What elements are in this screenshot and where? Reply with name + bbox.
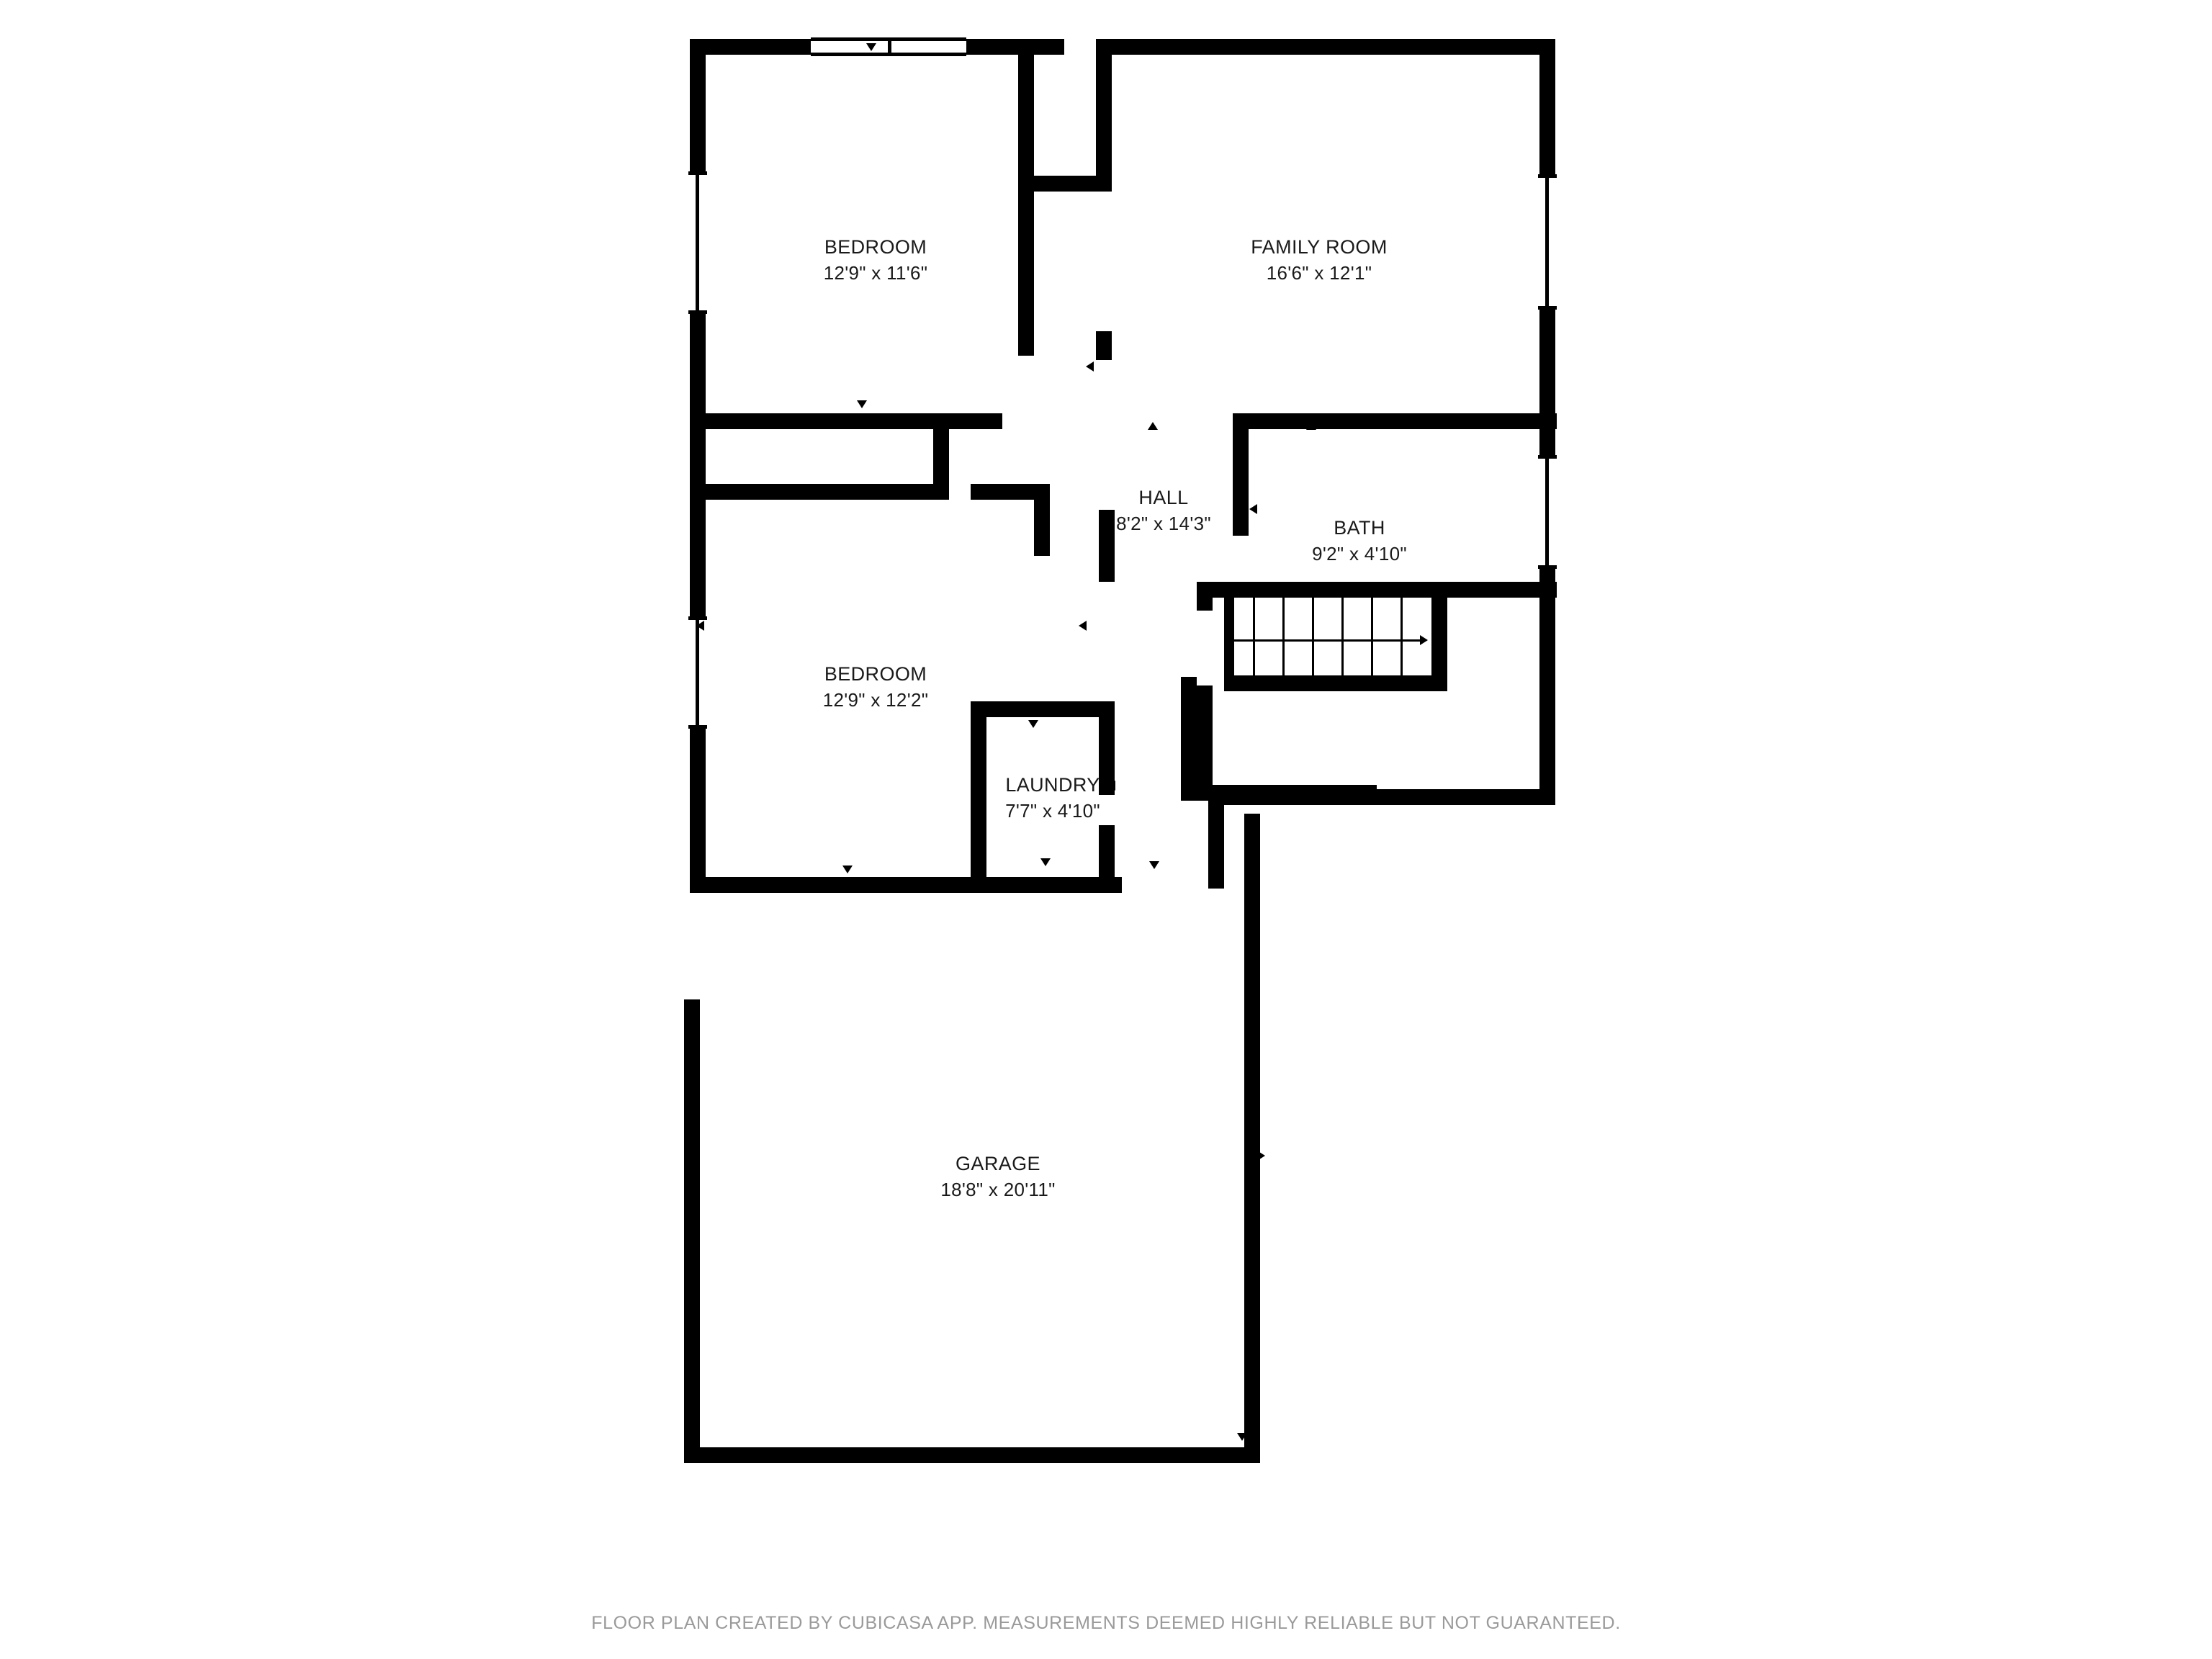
room-dimensions: 16'6" x 12'1" xyxy=(1266,262,1372,284)
wall-right-lowerjog xyxy=(1208,789,1224,889)
wall-bedroom2-right xyxy=(971,701,986,891)
wall-laundry-top xyxy=(971,701,1115,717)
wall-left-upper-c xyxy=(690,727,706,893)
door-swing-marker xyxy=(1149,861,1159,869)
window-line-bedroom1-left-inner xyxy=(688,310,707,314)
door-swing-marker xyxy=(691,1151,699,1161)
door-swing-marker xyxy=(696,360,704,370)
wall-left-upper-a xyxy=(690,39,706,171)
room-dimensions: 7'7" x 4'10" xyxy=(1005,800,1100,822)
stair-direction-arrow xyxy=(1233,639,1421,642)
wall-top-right xyxy=(1109,39,1555,55)
window-line-bedroom1-left-mid xyxy=(696,175,699,310)
room-label-garage xyxy=(940,1151,1055,1202)
stair-tread xyxy=(1371,598,1373,675)
stair-tread xyxy=(1282,598,1285,675)
wall-garage-left xyxy=(684,999,700,1463)
door-swing-marker xyxy=(857,400,867,408)
window-line-fam-right-mid xyxy=(1545,178,1549,306)
room-label-laundry xyxy=(1005,772,1100,824)
door-swing-marker xyxy=(1025,253,1033,264)
window-line-bath-right-inner xyxy=(1538,565,1557,569)
door-swing-marker xyxy=(842,866,853,873)
door-swing-marker xyxy=(1306,422,1316,430)
room-label-family-room xyxy=(1251,234,1387,286)
garage-door-opening-left xyxy=(683,893,701,999)
stair-tread xyxy=(1312,598,1314,675)
door-swing-marker xyxy=(1322,43,1332,51)
room-name: GARAGE xyxy=(956,1153,1040,1174)
wall-right-upper-a xyxy=(1539,39,1555,174)
wall-laundry-right-lower xyxy=(1099,825,1115,891)
door-opening-hall-top xyxy=(1002,412,1139,431)
wall-right-upper-c xyxy=(1539,569,1555,801)
wall-bedroom1-right-upper xyxy=(1018,39,1034,183)
room-name: BATH xyxy=(1334,517,1385,539)
door-swing-marker xyxy=(1237,1433,1247,1441)
wall-stair-well-bottom xyxy=(1224,675,1447,691)
door-swing-marker xyxy=(1040,858,1051,866)
floor-plan-disclaimer: FLOOR PLAN CREATED BY CUBICASA APP. MEASUREMENTS DEEMED HIGHLY RELIABLE BUT NOT GUARANTEED. xyxy=(591,1613,1621,1633)
wall-stair-bottom xyxy=(1197,785,1377,801)
wall-stair-left xyxy=(1197,685,1213,801)
door-swing-marker xyxy=(1086,361,1094,372)
door-swing-marker xyxy=(1028,720,1038,728)
wall-closet-lower-right xyxy=(1096,331,1112,360)
room-dimensions: 18'8" x 20'11" xyxy=(940,1179,1056,1200)
window-line-bath-right-mid xyxy=(1545,459,1549,565)
stair-direction-arrow-head xyxy=(1420,635,1428,645)
window-line-bedroom2-left-mid xyxy=(696,620,699,725)
door-swing-marker xyxy=(1257,1151,1265,1161)
wall-hall-left xyxy=(1034,484,1050,556)
room-dimensions: 12'9" x 11'6" xyxy=(823,262,928,284)
door-swing-marker xyxy=(1249,504,1257,514)
window-line-fam-right-inner xyxy=(1538,306,1557,310)
wall-garage-bottom xyxy=(713,1447,1260,1463)
window-line-b1-top-mid xyxy=(888,37,891,56)
wall-garage-right xyxy=(1244,814,1260,1463)
wall-hall-left-lower xyxy=(1099,510,1115,582)
room-name: LAUNDRY xyxy=(1005,774,1100,796)
wall-bath-top xyxy=(1197,582,1557,598)
window-line-bedroom2-left-inner xyxy=(688,725,707,729)
wall-stair-well-left xyxy=(1224,598,1234,691)
room-label-hall xyxy=(1116,485,1211,536)
room-label-bedroom-2 xyxy=(823,661,929,713)
room-dimensions: 9'2" x 4'10" xyxy=(1312,543,1407,565)
wall-bedroom1-right-lower xyxy=(1018,190,1034,356)
door-swing-marker xyxy=(842,491,853,499)
door-swing-marker xyxy=(1148,422,1158,430)
room-name: HALL xyxy=(1138,487,1189,508)
wall-hall-closet-bottom xyxy=(690,484,949,500)
wall-hall-right-lower xyxy=(1181,677,1197,801)
door-swing-marker xyxy=(696,621,704,631)
room-label-bedroom-1 xyxy=(824,234,928,286)
room-name: BEDROOM xyxy=(824,663,927,685)
wall-family-left xyxy=(1233,413,1249,536)
door-swing-marker xyxy=(1079,621,1087,631)
room-dimensions: 8'2" x 14'3" xyxy=(1116,513,1211,534)
room-name: FAMILY ROOM xyxy=(1251,236,1388,258)
stair-tread xyxy=(1253,598,1255,675)
stair-tread xyxy=(1341,598,1344,675)
room-dimensions: 12'9" x 12'2" xyxy=(822,689,929,711)
room-label-bath xyxy=(1312,515,1407,567)
wall-left-upper-b xyxy=(690,314,706,616)
wall-right-upper-b xyxy=(1539,310,1555,455)
room-name: BEDROOM xyxy=(824,236,927,258)
wall-bottom-upper xyxy=(690,877,1122,893)
wall-bath-left xyxy=(1197,582,1213,611)
door-swing-marker xyxy=(866,43,876,51)
wall-family-bottom xyxy=(1233,413,1557,429)
door-swing-marker xyxy=(1107,781,1115,791)
wall-hall-closet-left xyxy=(933,413,949,493)
wall-closet-right xyxy=(1096,39,1112,190)
stair-tread xyxy=(1401,598,1403,675)
